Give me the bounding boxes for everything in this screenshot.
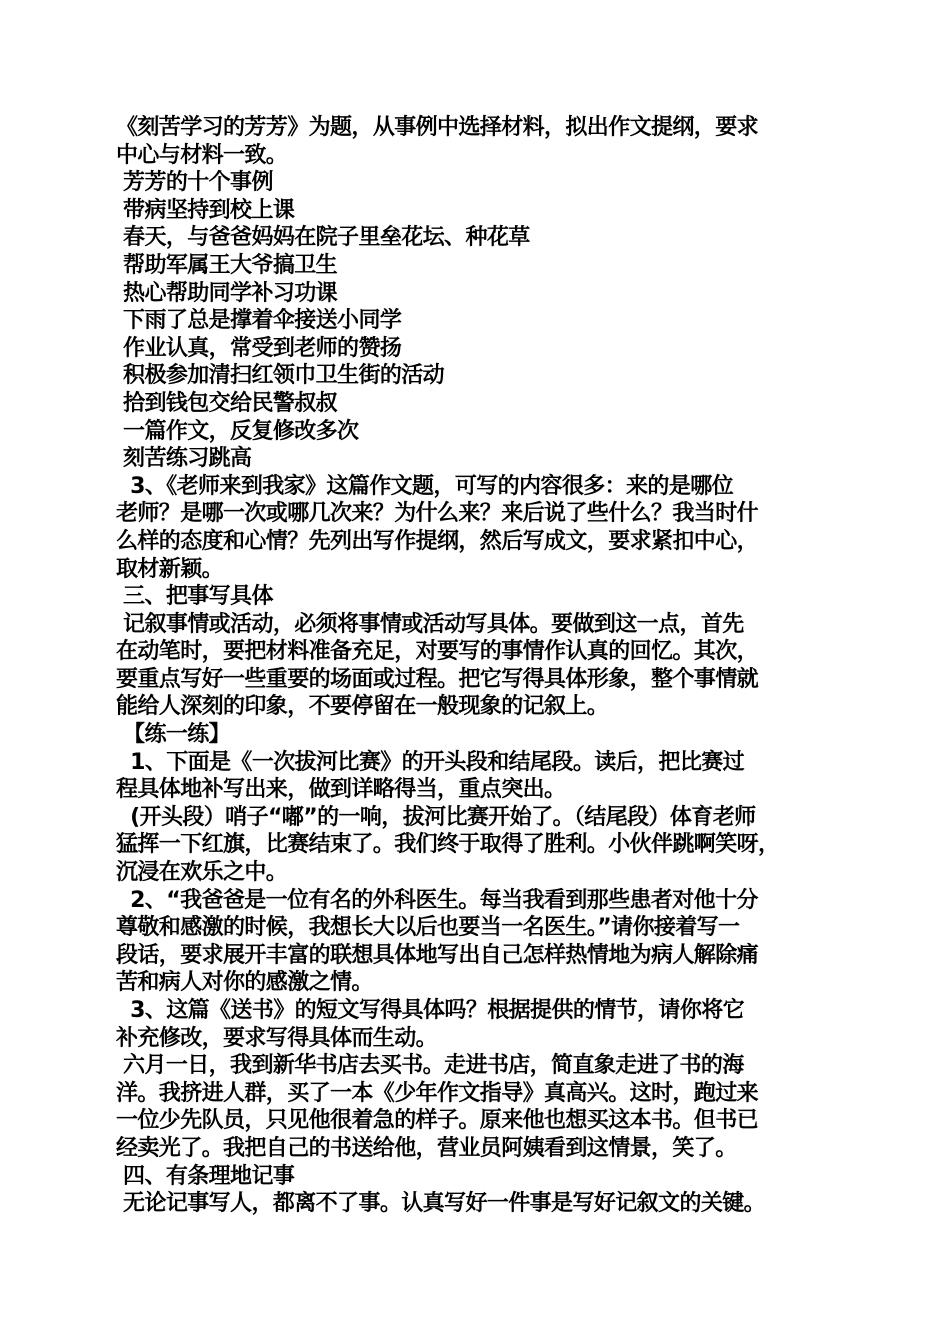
text-line: 么样的态度和心情？先列出写作提纲，然后写成文，要求紧扣中心， — [116, 528, 759, 554]
text-line: 一篇作文，反复修改多次 — [116, 418, 359, 444]
text-line: 老师？是哪一次或哪几次来？为什么来？来后说了些什么？我当时什 — [116, 501, 759, 527]
text-line: 取材新颖。 — [116, 556, 224, 582]
text-line: 六月一日，我到新华书店去买书。走进书店，简直象走进了书的海 — [116, 1053, 744, 1079]
text-line: 能给人深刻的印象，不要停留在一般现象的记叙上。 — [116, 694, 609, 720]
text-line: 经卖光了。我把自己的书送给他，营业员阿姨看到这情景，笑了。 — [116, 1135, 737, 1161]
text-line: (开头段）哨子“嘟”的一响，拔河比赛开始了。（结尾段）体育老师 — [116, 804, 756, 830]
text-line: 猛挥一下红旗，比赛结束了。我们终于取得了胜利。小伙伴跳啊笑呀， — [116, 832, 780, 858]
text-line: 帮助军属王大爷搞卫生 — [116, 252, 338, 278]
text-line: 补充修改，要求写得具体而生动。 — [116, 1025, 438, 1051]
text-line: 中心与材料一致。 — [116, 142, 288, 168]
text-line: 带病坚持到校上课 — [116, 197, 295, 223]
text-line: 作业认真，常受到老师的赞扬 — [116, 335, 402, 361]
text-line: 下雨了总是撑着伞接送小同学 — [116, 308, 402, 334]
text-line: 程具体地补写出来，做到详略得当，重点突出。 — [116, 777, 566, 803]
text-line: 一位少先队员，只见他很着急的样子。原来他也想买这本书。但书已 — [116, 1108, 759, 1134]
text-line: 《刻苦学习的芳芳》为题，从事例中选择材料，拟出作文提纲，要求 — [116, 115, 759, 140]
text-line: 苦和病人对你的感激之情。 — [116, 970, 373, 996]
text-line: 沉浸在欢乐之中。 — [116, 860, 288, 886]
text-line: 要重点写好一些重要的场面或过程。把它写得具体形象，整个事情就 — [116, 666, 759, 692]
text-line: 积极参加清扫红领巾卫生街的活动 — [116, 363, 445, 389]
text-line: 春天，与爸爸妈妈在院子里垒花坛、种花草 — [116, 225, 530, 251]
text-line: 刻苦练习跳高 — [116, 446, 252, 472]
text-line: 拾到钱包交给民警叔叔 — [116, 390, 338, 416]
text-line: 记叙事情或活动，必须将事情或活动写具体。要做到这一点，首先 — [116, 611, 744, 637]
text-line: 【练一练】 — [116, 722, 231, 748]
document-body — [116, 114, 840, 1218]
text-line: 2、“我爸爸是一位有名的外科医生。每当我看到那些患者对他十分 — [116, 887, 758, 913]
text-line: 1、下面是《一次拔河比赛》的开头段和结尾段。读后，把比赛过 — [116, 749, 745, 775]
text-line: 段话，要求展开丰富的联想具体地写出自己怎样热情地为病人解除痛 — [116, 942, 759, 968]
text-line: 三、把事写具体 — [116, 584, 273, 610]
text-line: 热心帮助同学补习功课 — [116, 280, 338, 306]
text-line: 四、有条理地记事 — [116, 1163, 295, 1189]
text-line: 3、这篇《送书》的短文写得具体吗？根据提供的情节，请你将它 — [116, 998, 745, 1023]
text-line: 尊敬和感激的时候，我想长大以后也要当一名医生。”请你接着写一 — [116, 915, 740, 941]
text-line: 芳芳的十个事例 — [116, 170, 273, 196]
text-line: 无论记事写人，都离不了事。认真写好一件事是写好记叙文的关键。 — [116, 1191, 766, 1217]
text-line: 3、《老师来到我家》这篇作文题，可写的内容很多：来的是哪位 — [116, 473, 734, 499]
text-line: 洋。我挤进人群，买了一本《少年作文指导》真高兴。这时，跑过来 — [116, 1080, 759, 1106]
text-line: 在动笔时，要把材料准备充足，对要写的事情作认真的回忆。其次， — [116, 639, 759, 665]
